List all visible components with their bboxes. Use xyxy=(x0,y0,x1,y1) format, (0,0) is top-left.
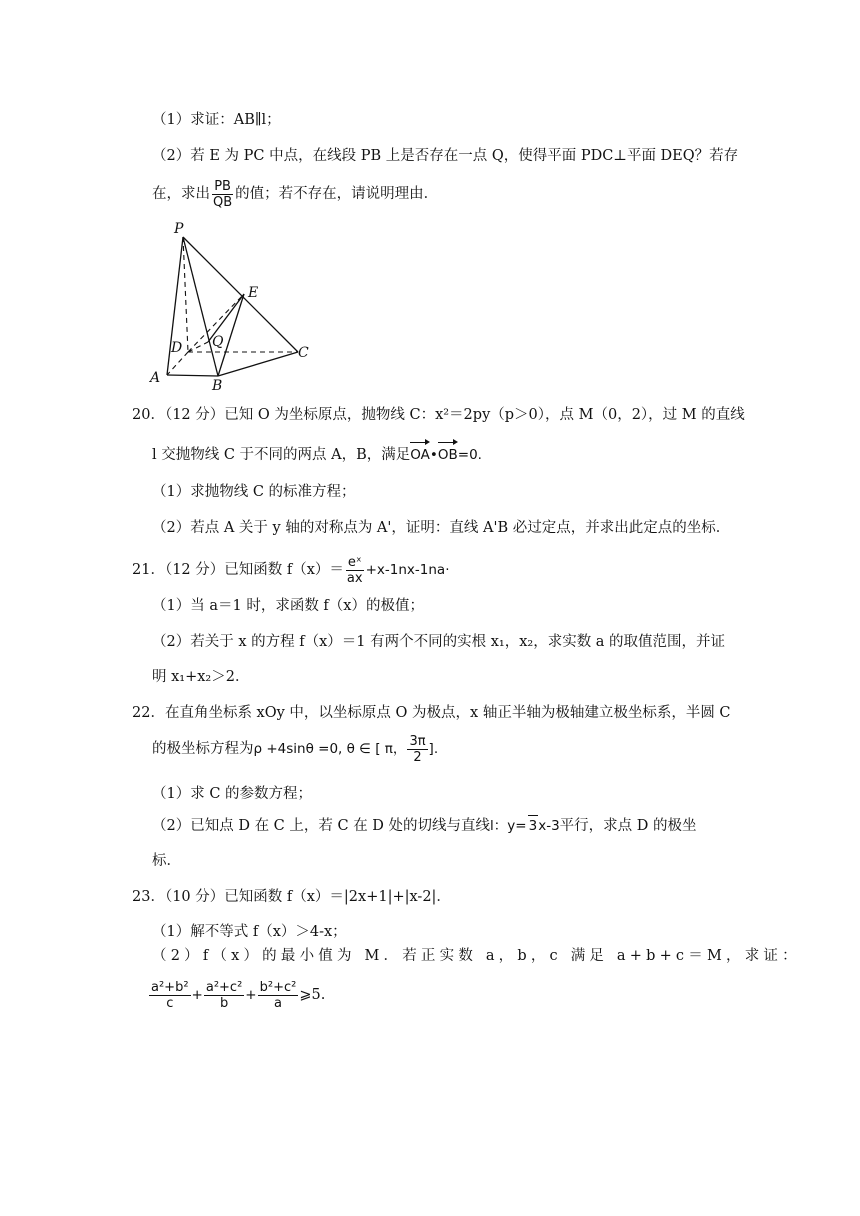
q23-fraction-2 xyxy=(204,980,244,1011)
q22-part2-text-before: （2）已知点 D 在 C 上，若 C 在 D 处的切线与直线 xyxy=(152,818,491,834)
q22-text-before: 的极坐标方程为 xyxy=(152,741,254,757)
q21-frac-den: ax xyxy=(346,570,363,586)
q22-line-eq: l：y= xyxy=(490,818,527,834)
dot-symbol: • xyxy=(429,447,438,463)
label-B: B xyxy=(212,378,223,394)
q21-part2-line2: 明 x₁+x₂＞2． xyxy=(152,669,250,685)
q19-frac-den: QB xyxy=(213,194,233,210)
pyramid-figure xyxy=(140,215,330,395)
label-C: C xyxy=(298,345,309,361)
q19-part1: （1）求证：AB∥l； xyxy=(152,112,281,128)
sqrt-3: 3 xyxy=(528,815,539,836)
edge-AB xyxy=(167,375,218,376)
q23-part1: （1）解不等式 f（x）＞4-x； xyxy=(152,924,347,940)
q23-f1-num: a²+b² xyxy=(151,979,189,995)
q23-part2-line1 xyxy=(152,946,801,966)
q21-part1: （1）当 a＝1 时，求函数 f（x）的极值； xyxy=(152,598,424,614)
q22-line-eq2: x-3 xyxy=(538,818,560,834)
q23-fraction-1 xyxy=(149,980,191,1011)
q20-stem-line1: 20．（12 分）已知 O 为坐标原点，抛物线 C：x²＝2py（p＞0），点 M（0，2），过 M 的直线 xyxy=(132,407,745,423)
q20-eq-zero: =0. xyxy=(457,447,482,463)
q21-stem xyxy=(132,553,449,587)
label-E: E xyxy=(248,285,259,301)
q23-ge-five: ⩾5. xyxy=(299,987,326,1003)
q21-text-before: 21．（12 分）已知函数 f（x）＝ xyxy=(132,562,344,578)
q19-text-after-frac: 的值；若不存在，请说明理由． xyxy=(235,186,439,202)
q19-text-before-frac: 在，求出 xyxy=(152,186,210,202)
edge-DQ xyxy=(188,342,208,352)
q23-fraction-3 xyxy=(258,980,299,1011)
q22-part2-text-after: 平行，求点 D 的极坐 xyxy=(559,818,697,834)
q20-part1: （1）求抛物线 C 的标准方程； xyxy=(152,484,356,500)
q19-fraction xyxy=(211,179,234,210)
q23-f3-num: b²+c² xyxy=(259,979,297,995)
edge-BC xyxy=(218,352,298,376)
plus-sign-1: + xyxy=(191,987,203,1003)
q21-part2-line1: （2）若关于 x 的方程 f（x）＝1 有两个不同的实根 x₁，x₂，求实数 a 的取值范围，并证 xyxy=(152,634,726,650)
q23-stem: 23．（10 分）已知函数 f（x）＝|2x+1|+|x-2|． xyxy=(132,889,451,905)
q23-f3-den: a xyxy=(273,995,282,1011)
q22-text-after: ]. xyxy=(428,741,439,757)
q22-frac-num: 3π xyxy=(409,733,426,749)
edge-PB xyxy=(183,237,218,376)
q23-inequality xyxy=(148,976,325,1014)
q20-part2: （2）若点 A 关于 y 轴的对称点为 A'，证明：直线 A'B 必过定点，并求出此定点的坐标． xyxy=(152,520,731,536)
q19-frac-num: PB xyxy=(214,178,231,194)
vector-OA: OA xyxy=(410,447,430,463)
edge-PC xyxy=(183,237,298,352)
vector-OB: OB xyxy=(437,447,458,463)
q22-stem-line1: 22．在直角坐标系 xOy 中，以坐标原点 O 为极点，x 轴正半轴为极轴建立极坐标系，半圆 C xyxy=(132,705,731,721)
q23-f2-num: a²+c² xyxy=(205,979,243,995)
q19-part2-line1: （2）若 E 为 PC 中点，在线段 PB 上是否存在一点 Q，使得平面 PDC⊥平面 DEQ？若存 xyxy=(152,148,739,164)
q22-part2-line2: 标． xyxy=(152,853,181,869)
label-Q: Q xyxy=(212,334,224,350)
q21-text-after: +x-1nx-1na· xyxy=(365,562,450,578)
label-P: P xyxy=(174,221,184,237)
label-A: A xyxy=(150,370,161,386)
plus-sign-2: + xyxy=(245,987,257,1003)
label-D: D xyxy=(171,340,183,356)
q23-part2-text: （2）f（x）的最小值为 M．若正实数 a，b，c 满足 a+b+c＝M，求证： xyxy=(152,948,801,964)
q22-stem-line2 xyxy=(152,732,438,766)
q23-f1-den: c xyxy=(166,995,174,1011)
q22-frac-den: 2 xyxy=(413,749,422,765)
q22-fraction xyxy=(407,734,427,765)
q20-text-before-vec: l 交抛物线 C 于不同的两点 A，B，满足 xyxy=(152,447,411,463)
q21-fraction xyxy=(345,555,365,586)
q22-part2-line1 xyxy=(152,815,697,836)
q20-stem-line2 xyxy=(152,445,482,465)
q19-part2-line2 xyxy=(152,178,438,210)
q22-polar-equation: ρ +4sinθ =0, θ ∈ [ π， xyxy=(253,741,407,757)
q22-part1: （1）求 C 的参数方程； xyxy=(152,786,313,802)
q23-f2-den: b xyxy=(219,995,229,1011)
q21-frac-num: eˣ xyxy=(347,554,362,570)
